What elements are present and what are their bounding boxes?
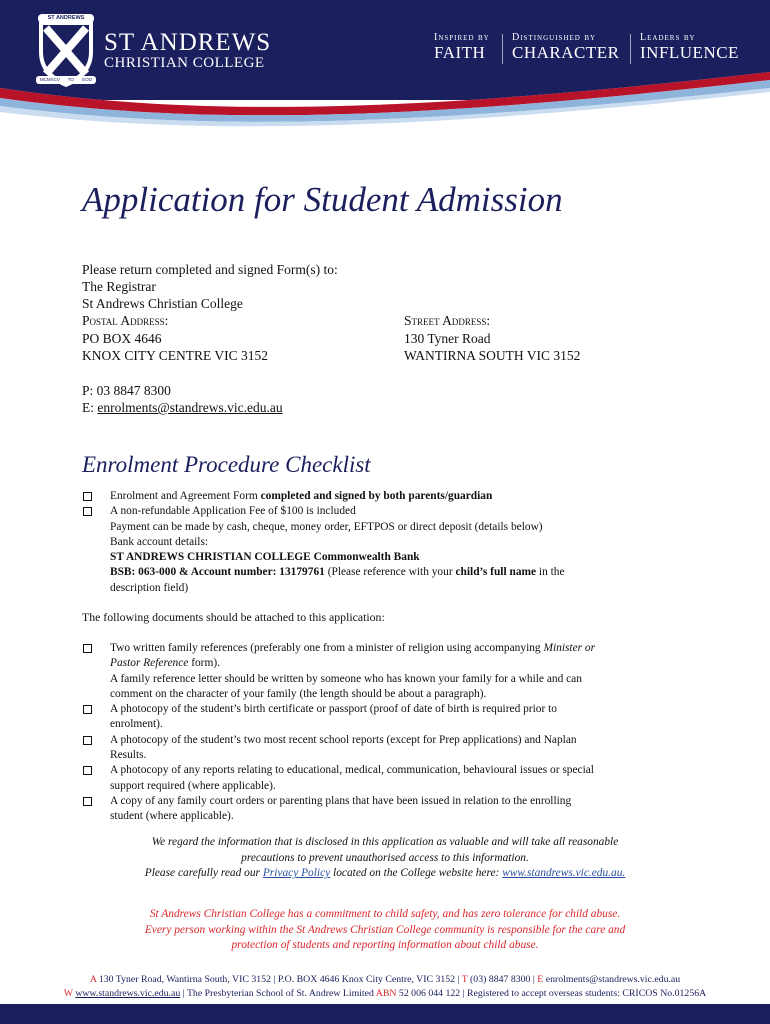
crest-banner-text: ST ANDREWS xyxy=(47,15,85,21)
child-safety-statement xyxy=(82,907,688,954)
checkbox[interactable] xyxy=(83,766,92,775)
motto-divider xyxy=(502,34,503,64)
footer-phone-label: T xyxy=(461,974,468,985)
checkbox[interactable] xyxy=(83,492,92,501)
document-item xyxy=(82,794,682,825)
item-text: support required (where applicable). xyxy=(110,779,276,792)
crest-scroll-right: GOD xyxy=(81,77,93,82)
item-text: Results. xyxy=(110,749,147,762)
footer-address: 130 Tyner Road, Wantirna South, VIC 3152 | P.O. BOX 4646 Knox City Centre, VIC 3152 | xyxy=(96,974,462,985)
checkbox[interactable] xyxy=(83,736,92,745)
page-title: Application for Student Admission xyxy=(82,180,563,219)
item-text: (Please reference with your xyxy=(324,566,456,579)
item-text: form). xyxy=(188,657,220,670)
checklist-title: Enrolment Procedure Checklist xyxy=(82,452,371,477)
item-text xyxy=(110,656,682,671)
item-text: A photocopy of the student’s two most recent school reports (except for Prep applications) and Naplan xyxy=(110,733,577,746)
checkbox[interactable] xyxy=(83,644,92,653)
privacy-line: We regard the information that is disclosed in this application as valuable and will take all reasonable xyxy=(151,836,619,848)
bank-details xyxy=(110,565,682,580)
item-text-bold: completed and signed by both parents/guardian xyxy=(260,490,493,502)
document-item xyxy=(82,763,682,794)
email-prefix: E: xyxy=(82,400,98,415)
checklist xyxy=(82,489,682,596)
item-text: A family reference letter should be written by someone who has known your family for a while and can xyxy=(110,672,582,685)
privacy-text: located on the College website here: xyxy=(330,867,503,880)
safety-line: St Andrews Christian College has a commitment to child safety, and has zero tolerance for child abuse. xyxy=(149,908,621,920)
item-text: comment on the character of your family (the length should be about a paragraph). xyxy=(110,687,487,700)
motto-character-small: Distinguished by xyxy=(512,32,597,43)
documents-list xyxy=(82,641,682,825)
school-name: ST ANDREWS xyxy=(104,29,272,56)
safety-line: Every person working within the St Andrews Christian College community is responsible for the care and xyxy=(144,923,626,936)
privacy-text: Please carefully read our xyxy=(144,867,263,880)
privacy-line xyxy=(82,866,688,882)
item-text: A non-refundable Application Fee of $100 is included xyxy=(110,505,356,518)
item-text: Payment can be made by cash, cheque, money order, EFTPOS or direct deposit (details below) xyxy=(110,520,543,533)
website-link[interactable]: www.standrews.vic.edu.au. xyxy=(502,867,626,880)
return-instruction: Please return completed and signed Form(s) to: xyxy=(82,262,338,277)
checkbox[interactable] xyxy=(83,797,92,806)
phone-number: P: 03 8847 8300 xyxy=(82,383,171,398)
privacy-policy-link[interactable]: Privacy Policy xyxy=(262,867,331,880)
motto-faith-small: Inspired by xyxy=(434,32,490,43)
checklist-item xyxy=(82,489,682,504)
footer-org-name: The Presbyterian School of St. Andrew Limited xyxy=(186,988,374,999)
item-text-bold: child’s full name xyxy=(455,566,537,579)
street-address-line1: 130 Tyner Road xyxy=(404,331,491,346)
postal-address-line1: PO BOX 4646 xyxy=(82,331,162,346)
footer-separator: | xyxy=(180,988,187,999)
postal-address-line2: KNOX CITY CENTRE VIC 3152 xyxy=(82,348,268,363)
return-college: St Andrews Christian College xyxy=(82,296,243,311)
footer-email[interactable]: enrolments@standrews.vic.edu.au xyxy=(543,974,681,985)
motto-faith xyxy=(434,32,490,62)
motto-character xyxy=(512,32,619,62)
footer-website-link[interactable]: www.standrews.vic.edu.au xyxy=(75,988,181,999)
item-text-italic: Minister or xyxy=(543,642,596,654)
item-text: Bank account details: xyxy=(110,535,209,548)
item-text: enrolment). xyxy=(110,718,163,731)
footer-web-label: W xyxy=(63,988,73,999)
postal-address-label: Postal Address: xyxy=(82,313,169,328)
motto-influence-big: INFLUENCE xyxy=(640,43,739,62)
item-text: in the xyxy=(536,566,565,579)
item-text: description field) xyxy=(110,581,189,594)
item-text: A photocopy of any reports relating to educational, medical, communication, behavioural issues or special xyxy=(110,764,594,777)
motto-faith-big: FAITH xyxy=(434,43,486,62)
email-line xyxy=(82,399,283,417)
document-item xyxy=(82,641,682,702)
header-banner xyxy=(0,0,770,140)
school-subname: CHRISTIAN COLLEGE xyxy=(104,55,265,71)
safety-line: protection of students and reporting information about child abuse. xyxy=(231,939,539,952)
crest-scroll-left: MCMXCV xyxy=(39,77,60,82)
street-address-line2: WANTIRNA SOUTH VIC 3152 xyxy=(404,348,581,363)
email-link[interactable]: enrolments@standrews.vic.edu.au xyxy=(97,400,283,415)
footer-address-label: A xyxy=(89,974,97,985)
document-item xyxy=(82,702,682,733)
crest-scroll-text xyxy=(36,77,96,82)
checkbox[interactable] xyxy=(83,705,92,714)
item-text-italic: Pastor Reference xyxy=(110,657,189,670)
footer-bar xyxy=(0,1004,770,1024)
privacy-line: precautions to prevent unauthorised access to this information. xyxy=(241,851,529,864)
return-registrar: The Registrar xyxy=(82,279,156,294)
document-item xyxy=(82,733,682,764)
footer-phone: (03) 8847 8300 | xyxy=(467,974,538,985)
footer-abn-label: ABN xyxy=(373,988,397,999)
checklist-item xyxy=(82,504,682,596)
documents-intro: The following documents should be attached to this application: xyxy=(82,610,385,624)
motto-influence-small: Leaders by xyxy=(640,32,696,43)
footer-contact-line xyxy=(0,973,770,987)
bsb-account: BSB: 063-000 & Account number: 13179761 xyxy=(110,566,325,579)
footer-abn: 52 006 044 122 | Registered to accept overseas students: CRICOS No.01256A xyxy=(396,988,707,999)
motto-character-big: CHARACTER xyxy=(512,43,620,62)
item-text: student (where applicable). xyxy=(110,810,234,823)
item-text xyxy=(110,641,682,656)
item-text: A photocopy of the student’s birth certificate or passport (proof of date of birth is required prior to xyxy=(110,703,557,716)
checkbox[interactable] xyxy=(83,507,92,516)
street-address-label: Street Address: xyxy=(404,313,491,328)
bank-name: ST ANDREWS CHRISTIAN COLLEGE Commonwealth Bank xyxy=(110,551,420,564)
motto-divider xyxy=(630,34,631,64)
crest-scroll-mid: TO xyxy=(67,77,74,82)
footer-email-label: E xyxy=(537,974,544,985)
footer-legal-line xyxy=(0,987,770,1001)
motto-influence xyxy=(640,32,739,62)
item-text: A copy of any family court orders or parenting plans that have been issued in relation to the enrolling xyxy=(110,794,572,807)
item-text: Two written family references (preferably one from a minister of religion using accompanying xyxy=(110,642,544,654)
item-text: Enrolment and Agreement Form xyxy=(110,490,261,502)
privacy-notice xyxy=(82,835,688,882)
